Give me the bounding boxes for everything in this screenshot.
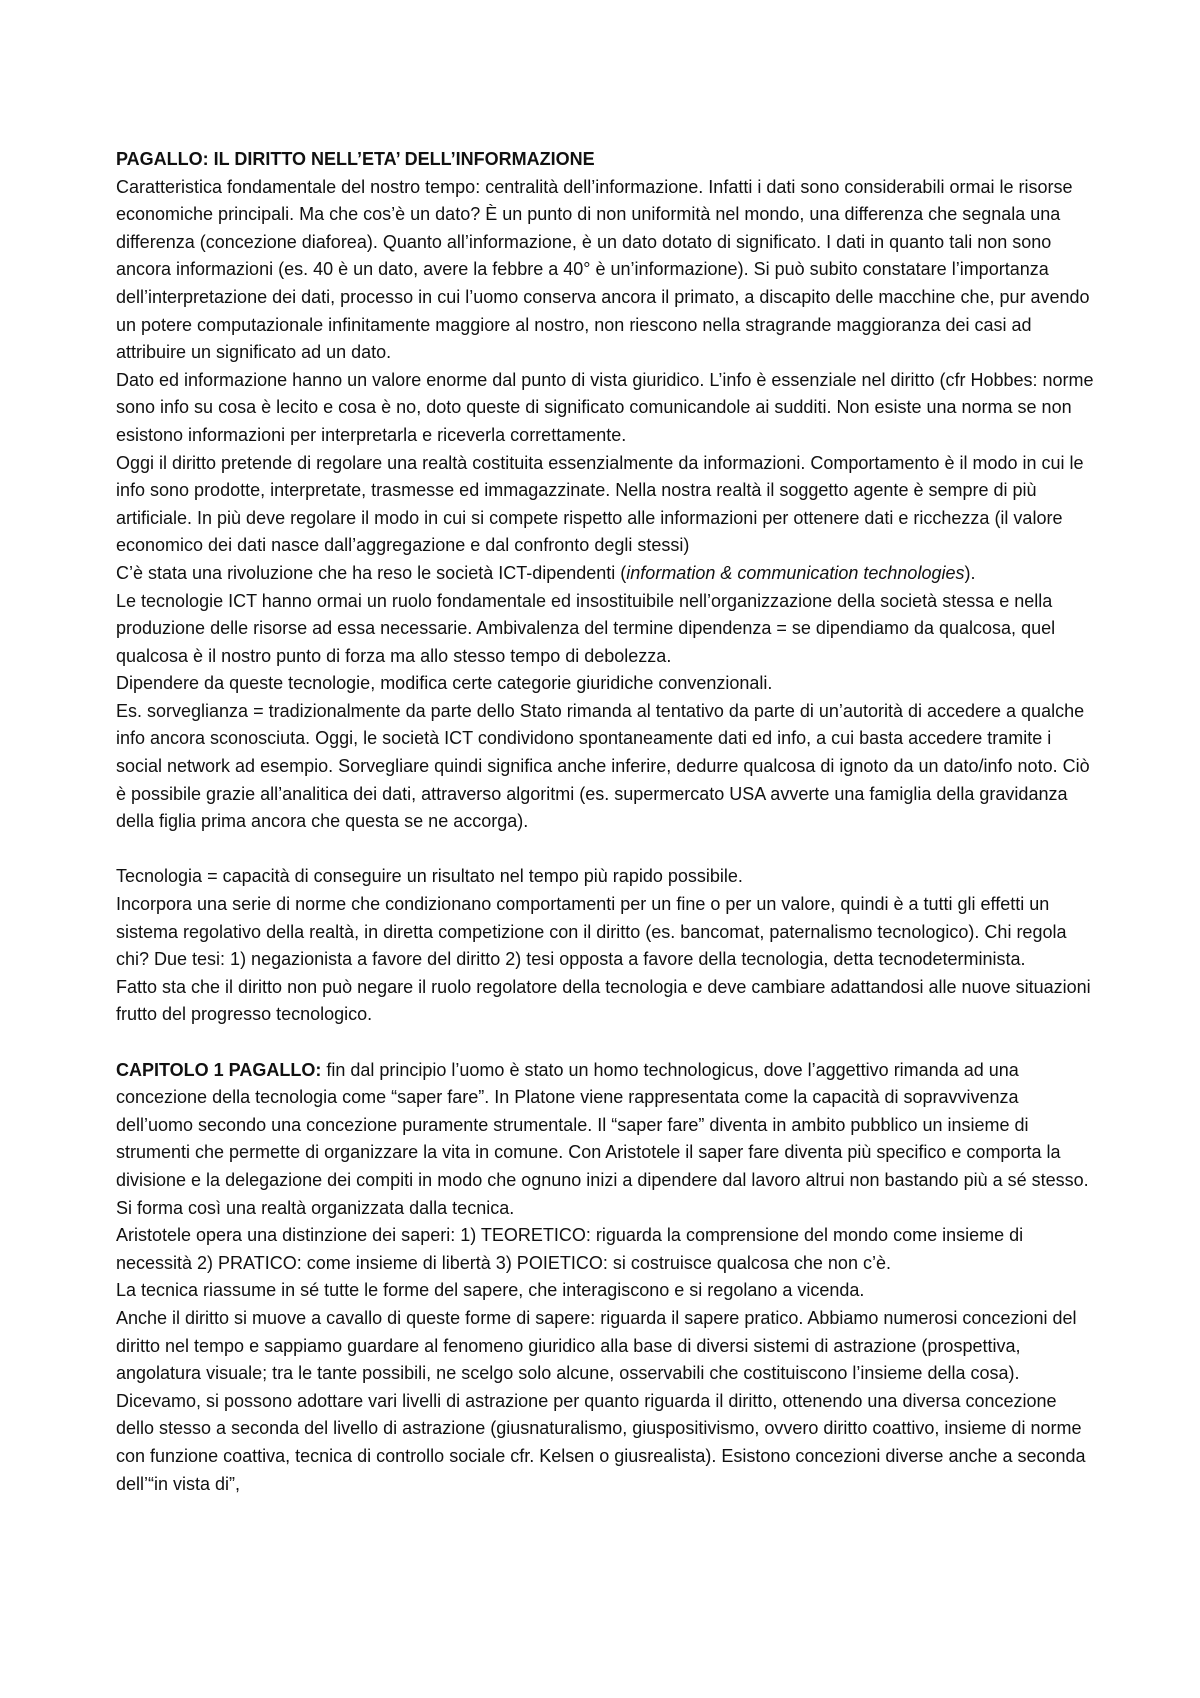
- document-page: [116, 146, 1096, 1498]
- italic-text: information & communication technologies: [626, 562, 965, 583]
- paragraph: Caratteristica fondamentale del nostro tempo: centralità dell’informazione. Infatti i dati sono considerabili ormai le risorse economiche principali. Ma che cos’è un dato? È un punto di non uniformità nel mondo, una differenza che segnala una differenza (concezione diaforea). Quanto all’informazione, è un dato dotato di significato. I dati in quanto tali non sono ancora informazioni (es. 40 è un dato, avere la febbre a 40° è un’informazione). Si può subito constatare l’importanza dell’interpretazione dei dati, processo in cui l’uomo conserva ancora il primato, a discapito delle macchine che, pur avendo un potere computazionale infinitamente maggiore al nostro, non riescono nella stragrande maggioranza dei casi ad attribuire un significato ad un dato.: [116, 176, 1090, 363]
- paragraph: Es. sorveglianza = tradizionalmente da parte dello Stato rimanda al tentativo da parte di un’autorità di accedere a qualche info ancora sconosciuta. Oggi, le società ICT condividono spontaneamente dati ed info, a cui basta accedere tramite i social network ad esempio. Sorvegliare quindi significa anche inferire, dedurre qualcosa di ignoto da un dato/info noto. Ciò è possibile grazie all’analitica dei dati, attraverso algoritmi (es. supermercato USA avverte una famiglia della gravidanza della figlia prima ancora che questa se ne accorga).: [116, 700, 1090, 832]
- paragraph: Le tecnologie ICT hanno ormai un ruolo fondamentale ed insostituibile nell’organizzazione della società stessa e nella produzione delle risorse ad essa necessarie. Ambivalenza del termine dipendenza = se dipendiamo da qualcosa, quel qualcosa è il nostro punto di forza ma allo stesso tempo di debolezza.: [116, 590, 1056, 666]
- section-title: [116, 146, 1096, 174]
- chapter-heading: CAPITOLO 1 PAGALLO:: [116, 1059, 322, 1080]
- paragraph: Oggi il diritto pretende di regolare una realtà costituita essenzialmente da informazioni. Comportamento è il modo in cui le info sono prodotte, interpretate, trasmesse ed immagazzinate. Nella nostra realtà il soggetto agente è sempre di più artificiale. In più deve regolare il modo in cui si compete rispetto alle informazioni per ottenere dati e ricchezza (il valore economico dei dati nasce dall’aggregazione e dal confronto degli stessi): [116, 452, 1084, 556]
- paragraph: Aristotele opera una distinzione dei saperi: 1) TEORETICO: riguarda la comprensione del mondo come insieme di necessità 2) PRATICO: come insieme di libertà 3) POIETICO: si costruisce qualcosa che non c’è.: [116, 1225, 1024, 1273]
- paragraph: Dipendere da queste tecnologie, modifica certe categorie giuridiche convenzionali.: [116, 673, 773, 694]
- section-title-text: PAGALLO: IL DIRITTO NELL’ETA’ DELL’INFORMAZIONE: [116, 149, 595, 169]
- paragraph: [116, 560, 1096, 588]
- paragraph: Dato ed informazione hanno un valore enorme dal punto di vista giuridico. L’info è essenziale nel diritto (cfr Hobbes: norme sono info su cosa è lecito e cosa è no, doto queste di significato comunicandole ai sudditi. Non esiste una norma se non esistono informazioni per interpretarla e riceverla correttamente.: [116, 369, 1094, 445]
- paragraph: Anche il diritto si muove a cavallo di queste forme di sapere: riguarda il sapere pratico. Abbiamo numerosi concezioni del diritto nel tempo e sappiamo guardare al fenomeno giuridico alla base di diversi sistemi di astrazione (prospettiva, angolatura visuale; tra le tante possibili, ne scelgo solo alcune, osservabili che costituiscono l’insieme della cosa). Dicevamo, si possono adottare vari livelli di astrazione per quanto riguarda il diritto, ottenendo una diversa concezione dello stesso a seconda del livello di astrazione (giusnaturalismo, giuspositivismo, ovvero diritto coattivo, insieme di norme con funzione coattiva, tecnica di controllo sociale cfr. Kelsen o giusrealista). Esistono concezioni diverse anche a seconda dell’“in vista di”,: [116, 1307, 1086, 1494]
- text-span: fin dal principio l’uomo è stato un homo technologicus, dove l’aggettivo rimanda ad una concezione della tecnologia come “saper fare”. In Platone viene rappresentata come la capacità di sopravvivenza dell’uomo secondo una concezione puramente strumentale. Il “saper fare” diventa in ambito pubblico un insieme di strumenti che permette di organizzare la vita in comune. Con Aristotele il saper fare diventa più specifico e comporta la divisione e la delegazione dei compiti in modo che ognuno inizi a dipendere dal lavoro altrui non bastando più a sé stesso. Si forma così una realtà organizzata dalla tecnica.: [116, 1059, 1089, 1218]
- paragraph: Tecnologia = capacità di conseguire un risultato nel tempo più rapido possibile.: [116, 866, 743, 887]
- paragraph: Fatto sta che il diritto non può negare il ruolo regolatore della tecnologia e deve cambiare adattandosi alle nuove situazioni frutto del progresso tecnologico.: [116, 976, 1091, 1025]
- blank-line: [116, 1029, 1096, 1057]
- paragraph: [116, 1057, 1096, 1223]
- paragraph: Incorpora una serie di norme che condizionano comportamenti per un fine o per un valore, quindi è a tutti gli effetti un sistema regolativo della realtà, in diretta competizione con il diritto (es. bancomat, paternalismo tecnologico). Chi regola chi? Due tesi: 1) negazionista a favore del diritto 2) tesi opposta a favore della tecnologia, detta tecnodeterminista.: [116, 894, 1067, 970]
- text-span: ).: [964, 562, 976, 583]
- paragraph: La tecnica riassume in sé tutte le forme del sapere, che interagiscono e si regolano a vicenda.: [116, 1280, 865, 1301]
- blank-line: [116, 836, 1096, 864]
- text-span: C’è stata una rivoluzione che ha reso le società ICT-dipendenti (: [116, 562, 627, 583]
